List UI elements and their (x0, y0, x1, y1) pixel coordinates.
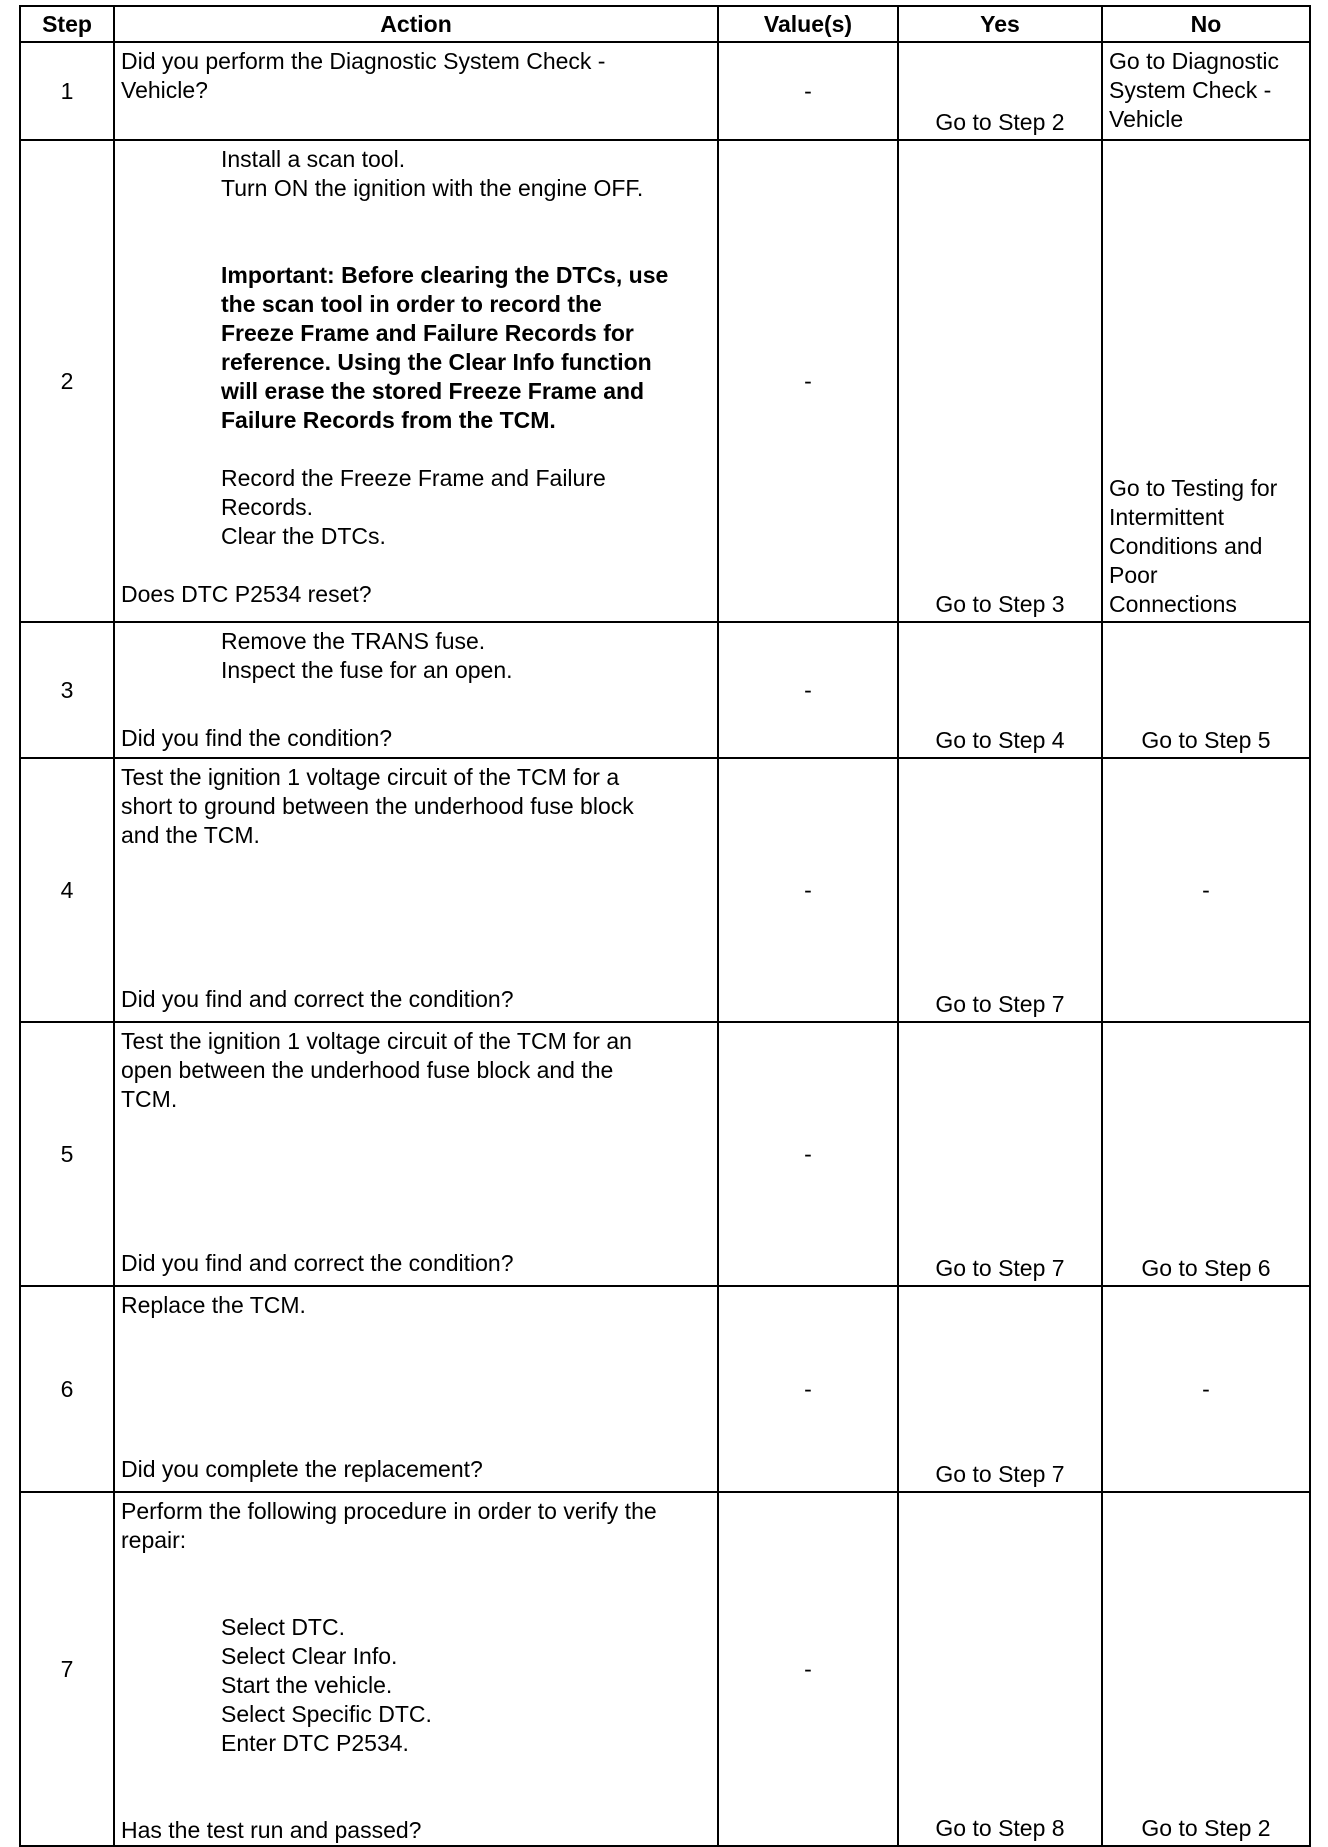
diagnostic-table (19, 5, 1311, 1847)
table-row (20, 622, 1310, 758)
yes-link[interactable]: Go to Step 4 (898, 622, 1102, 758)
no-text: Poor (1109, 562, 1158, 588)
action-cell (114, 758, 718, 1022)
action-question: Has the test run and passed? (121, 1817, 422, 1843)
step-number: 5 (20, 1022, 114, 1286)
no-link[interactable]: Go to Step 6 (1102, 1022, 1310, 1286)
step-number: 2 (20, 140, 114, 622)
action-cell (114, 140, 718, 622)
action-cell (114, 1286, 718, 1492)
action-step: Select DTC. (221, 1614, 345, 1640)
action-text: open between the underhood fuse block and the (121, 1057, 614, 1083)
no-text: Go to Testing for (1109, 475, 1278, 501)
action-step: Record the Freeze Frame and Failure (221, 465, 606, 491)
important-note: will erase the stored Freeze Frame and (221, 378, 645, 404)
no-link[interactable]: Go to Step 2 (1102, 1492, 1310, 1846)
step-number: 7 (20, 1492, 114, 1846)
action-text: Vehicle? (121, 77, 208, 103)
action-step: Inspect the fuse for an open. (221, 657, 513, 683)
action-cell (114, 622, 718, 758)
action-step: Select Clear Info. (221, 1643, 398, 1669)
action-cell (114, 1492, 718, 1846)
value-cell: - (718, 140, 898, 622)
no-link[interactable] (1102, 42, 1310, 140)
action-question: Did you complete the replacement? (121, 1456, 483, 1482)
action-text: Replace the TCM. (121, 1292, 306, 1318)
action-step: Select Specific DTC. (221, 1701, 432, 1727)
action-question: Did you find the condition? (121, 725, 393, 751)
table-row (20, 1492, 1310, 1846)
action-step: Start the vehicle. (221, 1672, 393, 1698)
action-text: TCM. (121, 1086, 178, 1112)
value-cell: - (718, 758, 898, 1022)
table-row (20, 1286, 1310, 1492)
no-text: Connections (1109, 591, 1237, 617)
header-row (20, 6, 1310, 42)
value-cell: - (718, 1492, 898, 1846)
action-text: repair: (121, 1527, 187, 1553)
action-text: short to ground between the underhood fuse block (121, 793, 634, 819)
action-text: Did you perform the Diagnostic System Check - (121, 48, 606, 74)
table-row (20, 140, 1310, 622)
action-cell (114, 42, 718, 140)
important-note: Important: Before clearing the DTCs, use (221, 262, 669, 288)
yes-link[interactable]: Go to Step 3 (898, 140, 1102, 622)
step-number: 1 (20, 42, 114, 140)
action-step: Records. (221, 494, 314, 520)
yes-link[interactable]: Go to Step 2 (898, 42, 1102, 140)
no-text: Conditions and (1109, 533, 1263, 559)
table-row (20, 1022, 1310, 1286)
no-text: Go to Diagnostic (1109, 48, 1280, 74)
action-text: and the TCM. (121, 822, 260, 848)
action-step: Clear the DTCs. (221, 523, 386, 549)
important-note: Failure Records from the TCM. (221, 407, 556, 433)
no-link[interactable] (1102, 140, 1310, 622)
step-number: 6 (20, 1286, 114, 1492)
no-text: System Check - (1109, 77, 1272, 103)
value-cell: - (718, 622, 898, 758)
yes-link[interactable]: Go to Step 7 (898, 1022, 1102, 1286)
yes-link[interactable]: Go to Step 7 (898, 758, 1102, 1022)
no-text: Intermittent (1109, 504, 1225, 530)
table-row (20, 758, 1310, 1022)
action-text: Test the ignition 1 voltage circuit of the TCM for an (121, 1028, 632, 1054)
important-note: reference. Using the Clear Info function (221, 349, 652, 375)
header-action: Action (114, 6, 718, 42)
header-values: Value(s) (718, 6, 898, 42)
action-step: Install a scan tool. (221, 146, 406, 172)
important-note: the scan tool in order to record the (221, 291, 602, 317)
step-number: 3 (20, 622, 114, 758)
value-cell: - (718, 42, 898, 140)
important-note: Freeze Frame and Failure Records for (221, 320, 634, 346)
header-yes: Yes (898, 6, 1102, 42)
header-step: Step (20, 6, 114, 42)
value-cell: - (718, 1286, 898, 1492)
action-question: Did you find and correct the condition? (121, 1250, 514, 1276)
no-link[interactable]: Go to Step 5 (1102, 622, 1310, 758)
action-step: Turn ON the ignition with the engine OFF. (221, 175, 644, 201)
action-question: Did you find and correct the condition? (121, 986, 514, 1012)
step-number: 4 (20, 758, 114, 1022)
no-value: - (1102, 1286, 1310, 1492)
action-text: Perform the following procedure in order to verify the (121, 1498, 657, 1524)
action-step: Enter DTC P2534. (221, 1730, 409, 1756)
yes-link[interactable]: Go to Step 8 (898, 1492, 1102, 1846)
action-step: Remove the TRANS fuse. (221, 628, 486, 654)
yes-link[interactable]: Go to Step 7 (898, 1286, 1102, 1492)
table-row (20, 42, 1310, 140)
value-cell: - (718, 1022, 898, 1286)
no-text: Vehicle (1109, 106, 1184, 132)
action-cell (114, 1022, 718, 1286)
no-value: - (1102, 758, 1310, 1022)
action-text: Test the ignition 1 voltage circuit of the TCM for a (121, 764, 620, 790)
action-question: Does DTC P2534 reset? (121, 581, 372, 607)
header-no: No (1102, 6, 1310, 42)
